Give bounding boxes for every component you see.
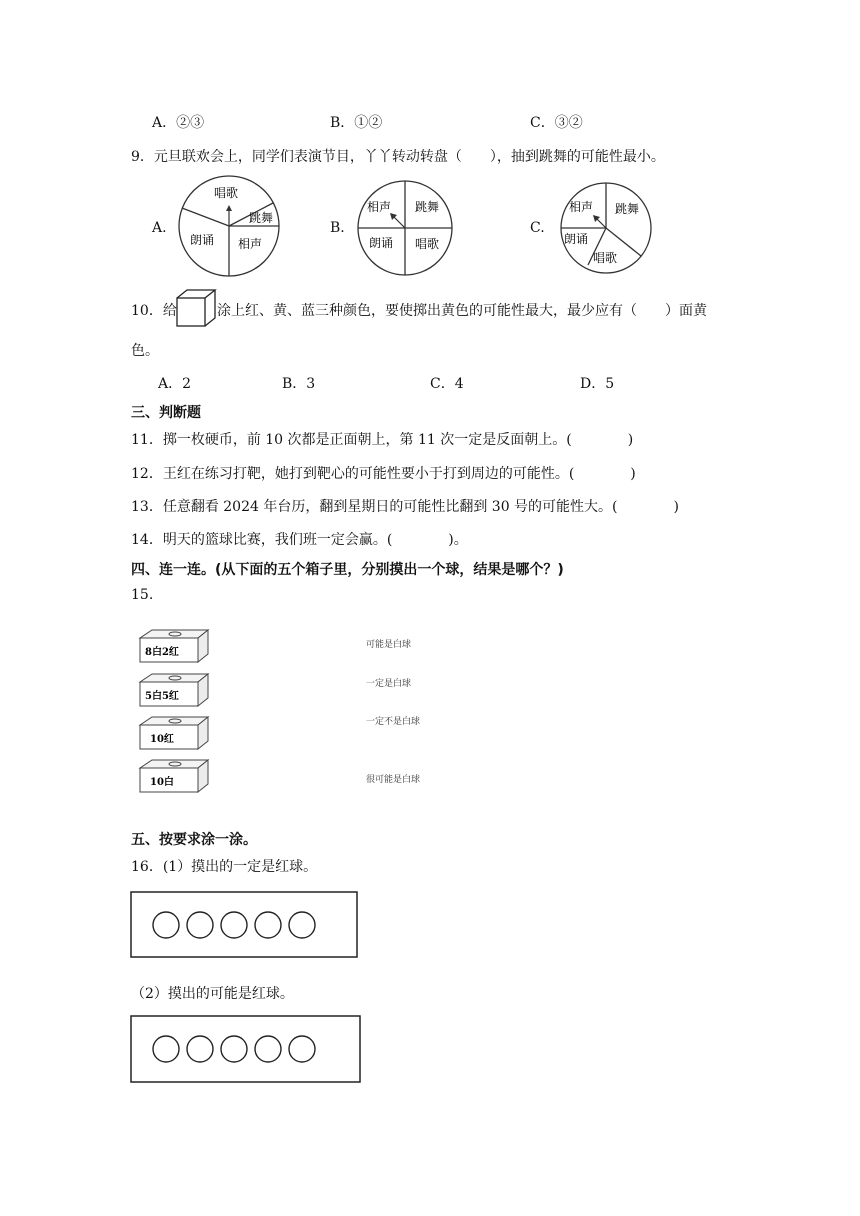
spinner-b-label-2: 跳舞 — [415, 200, 440, 214]
ball-circle — [221, 1036, 247, 1062]
q10-option-b: B．3 — [282, 376, 316, 392]
q10-option-c: C．4 — [430, 376, 464, 392]
ball-circle — [187, 1036, 213, 1062]
q9-label-b: B. — [330, 220, 345, 236]
ball-box-3 — [138, 715, 212, 751]
spinner-c-label-4: 唱歌 — [593, 251, 618, 265]
spinner-c-label-3: 朗诵 — [564, 232, 589, 246]
result-label-2: 一定是白球 — [366, 679, 412, 689]
q10-suffix: 涂上红、黄、蓝三种颜色，要使掷出黄色的可能性最大，最少应有（ ）面黄 — [217, 303, 707, 319]
q15-number: 15. — [131, 587, 154, 603]
spinner-a-label-2: 跳舞 — [249, 211, 274, 225]
q12: 12．王红在练习打靶，她打到靶心的可能性要小于打到周边的可能性。( ) — [131, 466, 636, 482]
section-3-title: 三、判断题 — [131, 405, 201, 421]
q9-label-c: C. — [530, 220, 545, 236]
result-label-4: 很可能是白球 — [366, 775, 421, 785]
spinner-c-label-2: 跳舞 — [615, 202, 640, 216]
q9-label-a: A. — [152, 220, 167, 236]
ball-circle — [255, 912, 281, 938]
spinner-a-label-3: 朗诵 — [190, 233, 215, 247]
ball-box-1 — [138, 628, 212, 664]
q8-option-c: C．③② — [530, 115, 583, 131]
ball-box-1-label: 8白2红 — [145, 647, 179, 658]
spinner-b-label-1: 相声 — [367, 200, 392, 214]
q13: 13．任意翻看 2024 年台历，翻到星期日的可能性比翻到 30 号的可能性大。( ) — [131, 499, 679, 515]
spinner-b — [355, 178, 455, 278]
q8-option-a: A．②③ — [152, 115, 205, 131]
result-label-3: 一定不是白球 — [366, 717, 421, 727]
spinner-a-label-1: 唱歌 — [214, 186, 239, 200]
q16-part-2: （2）摸出的可能是红球。 — [131, 986, 294, 1002]
ball-row-1 — [130, 891, 360, 959]
ball-box-4-label: 10白 — [150, 777, 174, 788]
ball-circle — [289, 912, 315, 938]
q11: 11．掷一枚硬币，前 10 次都是正面朝上，第 11 次一定是反面朝上。( ) — [131, 432, 634, 448]
q8-option-b: B．①② — [330, 115, 383, 131]
ball-circle — [153, 1036, 179, 1062]
spinner-c-label-1: 相声 — [569, 200, 594, 214]
ball-circle — [221, 912, 247, 938]
q10-option-a: A．2 — [158, 376, 192, 392]
result-label-1: 可能是白球 — [366, 640, 412, 650]
q14: 14．明天的篮球比赛，我们班一定会赢。( )。 — [131, 532, 468, 548]
spinner-b-label-4: 唱歌 — [415, 237, 440, 251]
q9-stem: 9．元旦联欢会上，同学们表演节目，丫丫转动转盘（ ），抽到跳舞的可能性最小。 — [131, 149, 665, 165]
spinner-a-label-4: 相声 — [238, 237, 263, 251]
ball-circle — [153, 912, 179, 938]
ball-box-4 — [138, 758, 212, 794]
section-4-title: 四、连一连。(从下面的五个箱子里，分别摸出一个球，结果是哪个？) — [131, 562, 564, 578]
ball-circle — [255, 1036, 281, 1062]
q10-option-d: D．5 — [580, 376, 615, 392]
spinner-c — [558, 180, 654, 276]
spinner-b-label-3: 朗诵 — [369, 236, 394, 250]
ball-row-2 — [130, 1015, 363, 1084]
ball-circle — [289, 1036, 315, 1062]
q10-line2: 色。 — [131, 343, 159, 359]
ball-box-3-label: 10红 — [150, 734, 174, 745]
ball-box-2 — [138, 672, 212, 708]
q16-part-1: 16．(1）摸出的一定是红球。 — [131, 859, 318, 875]
ball-circle — [187, 912, 213, 938]
spinner-a — [176, 173, 282, 279]
section-5-title: 五、按要求涂一涂。 — [131, 832, 257, 848]
q10-prefix: 10．给 — [131, 303, 177, 319]
cube-icon — [175, 288, 217, 328]
ball-box-2-label: 5白5红 — [145, 691, 179, 702]
